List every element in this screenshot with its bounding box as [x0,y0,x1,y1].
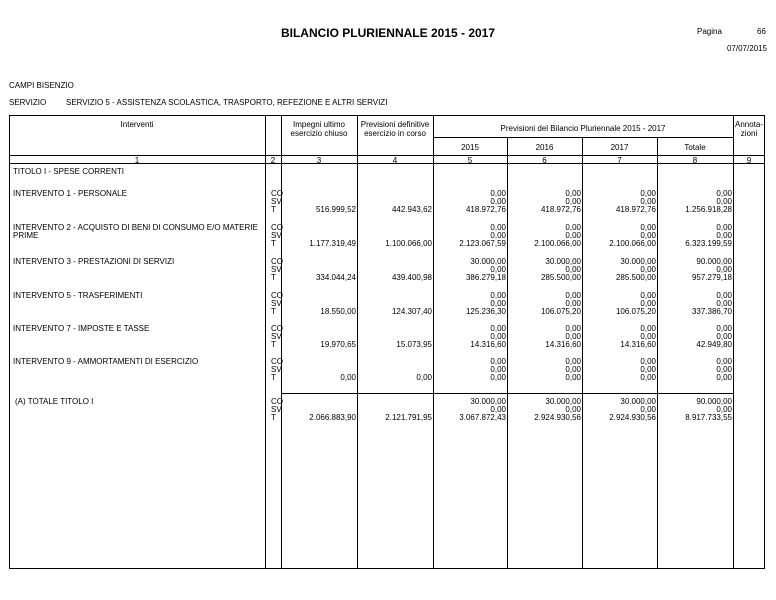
total-label: (A) TOTALE TITOLO I [15,397,94,406]
row-code: CO [271,357,283,366]
grid-line [733,115,734,569]
servizio-value: SERVIZIO 5 - ASSISTENZA SCOLASTICA, TRASPORTO, REFEZIONE E ALTRI SERVIZI [66,98,388,107]
amount-cell: 30.000,00 [620,257,656,266]
amount-cell: 0,00 [490,291,506,300]
row-code: SV [271,365,282,374]
servizio-label: SERVIZIO [9,98,47,107]
row-code: T [271,340,276,349]
amount-cell: 14.316,60 [545,340,581,349]
row-code: CO [271,324,283,333]
row-code: T [271,205,276,214]
col-header-annotazioni: Annota-zioni [734,120,764,138]
amount-cell: 2.123.067,59 [459,239,506,248]
amount-cell: 6.323.199,59 [685,239,732,248]
amount-cell: 0,00 [640,197,656,206]
amount-cell: 0,00 [716,299,732,308]
previsioni-cell: 0,00 [416,373,432,382]
amount-cell: 90.000,00 [696,257,732,266]
amount-cell: 0,00 [490,265,506,274]
amount-cell: 14.316,60 [470,340,506,349]
row-code: CO [271,291,283,300]
amount-cell: 0,00 [640,324,656,333]
intervento-label: INTERVENTO 3 - PRESTAZIONI DI SERVIZI [13,257,175,266]
row-code: SV [271,231,282,240]
amount-cell: 0,00 [640,332,656,341]
amount-cell: 0,00 [565,324,581,333]
amount-cell: 0,00 [640,291,656,300]
amount-cell: 0,00 [490,324,506,333]
amount-cell: 0,00 [716,197,732,206]
amount-cell: 418.972,76 [615,205,656,214]
intervento-label: INTERVENTO 2 - ACQUISTO DI BENI DI CONSUMO E/O MATERIE PRIME [13,223,258,240]
amount-cell: 285.500,00 [615,273,656,282]
row-code: CO [271,257,283,266]
amount-cell: 0,00 [716,332,732,341]
amount-cell: 0,00 [490,373,506,382]
amount-cell: 0,00 [565,291,581,300]
amount-cell: 106.075,20 [615,307,656,316]
amount-cell: 0,00 [565,332,581,341]
amount-cell: 0,00 [716,189,732,198]
col-header-interventi: Interventi [120,120,154,129]
previsioni-cell: 15.073,95 [396,340,432,349]
amount-cell: 285.500,00 [540,273,581,282]
row-code: SV [271,332,282,341]
row-code: SV [271,299,282,308]
row-code: T [271,373,276,382]
amount-cell: 0,00 [640,265,656,274]
amount-cell: 0,00 [640,223,656,232]
amount-cell: 30.000,00 [545,257,581,266]
amount-cell: 0,00 [565,231,581,240]
impegni-cell: 334.044,24 [315,273,356,282]
amount-cell: 0,00 [565,265,581,274]
amount-cell: 0,00 [640,299,656,308]
col-number: 3 [316,156,322,165]
col-header-year: 2017 [610,143,629,152]
amount-cell: 0,00 [640,357,656,366]
col-number: 7 [617,156,622,165]
intervento-label: INTERVENTO 1 - PERSONALE [13,189,127,198]
amount-cell: 0,00 [716,357,732,366]
amount-cell: 0,00 [640,373,656,382]
row-code: T [271,273,276,282]
amount-cell: 14.316,60 [620,340,656,349]
amount-cell: 0,00 [490,197,506,206]
col-number: 9 [746,156,752,165]
amount-cell: 0,00 [565,357,581,366]
col-header-year: 2015 [461,143,479,152]
amount-cell: 0,00 [490,189,506,198]
impegni-cell: 516.999,52 [315,205,356,214]
col-header-previsioni: Previsioni definitive esercizio in corso [360,120,430,138]
amount-cell: 8.917.733,55 [685,413,732,422]
row-code: T [271,239,276,248]
amount-cell: 0,00 [640,231,656,240]
impegni-cell: 2.066.883,90 [309,413,356,422]
amount-cell: 0,00 [490,223,506,232]
amount-cell: 2.924.930,56 [609,413,656,422]
intervento-label: INTERVENTO 7 - IMPOSTE E TASSE [13,324,150,333]
amount-cell: 418.972,76 [465,205,506,214]
amount-cell: 2.100.066,00 [534,239,581,248]
col-header-impegni: Impegni ultimo esercizio chiuso [290,120,348,138]
amount-cell: 106.075,20 [540,307,581,316]
row-code: SV [271,197,282,206]
amount-cell: 30.000,00 [545,397,581,406]
amount-cell: 30.000,00 [470,397,506,406]
col-number: 1 [134,156,140,165]
row-code: CO [271,397,283,406]
row-code: T [271,307,276,316]
amount-cell: 125.236,30 [465,307,506,316]
amount-cell: 0,00 [565,223,581,232]
col-header-totale: Totale [684,143,706,152]
impegni-cell: 19.970,65 [320,340,356,349]
amount-cell: 957.279,18 [691,273,732,282]
report-date: 07/07/2015 [726,44,767,53]
impegni-cell: 18.550,00 [320,307,356,316]
amount-cell: 0,00 [490,357,506,366]
amount-cell: 42.949,80 [696,340,732,349]
amount-cell: 0,00 [716,365,732,374]
row-code: CO [271,223,283,232]
col-header-previsioni-group: Previsioni del Bilancio Pluriennale 2015 - 2017 [500,124,666,133]
amount-cell: 337.386,70 [691,307,732,316]
amount-cell: 0,00 [490,332,506,341]
amount-cell: 30.000,00 [470,257,506,266]
amount-cell: 0,00 [640,365,656,374]
total-separator [281,393,733,394]
grid-line [265,115,266,569]
amount-cell: 0,00 [716,373,732,382]
ente-name: CAMPI BISENZIO [9,81,74,90]
previsioni-cell: 439.400,98 [391,273,432,282]
amount-cell: 3.067.872,43 [459,413,506,422]
col-number: 8 [692,156,698,165]
amount-cell: 0,00 [565,197,581,206]
intervento-label: INTERVENTO 9 - AMMORTAMENTI DI ESERCIZIO [13,357,199,366]
row-code: CO [271,189,283,198]
row-code: T [271,413,276,422]
amount-cell: 0,00 [716,405,732,414]
amount-cell: 0,00 [640,189,656,198]
amount-cell: 1.256.918,28 [685,205,732,214]
previsioni-cell: 2.121.791,95 [385,413,432,422]
report-title: BILANCIO PLURIENNALE 2015 - 2017 [280,26,496,40]
amount-cell: 0,00 [490,299,506,308]
amount-cell: 0,00 [565,365,581,374]
amount-cell: 0,00 [565,299,581,308]
page-number: 66 [757,27,766,36]
amount-cell: 0,00 [565,373,581,382]
impegni-cell: 1.177.319,49 [309,239,356,248]
col-number: 6 [542,156,547,165]
col-number: 2 [270,156,276,165]
amount-cell: 418.972,76 [540,205,581,214]
amount-cell: 0,00 [640,405,656,414]
amount-cell: 0,00 [716,223,732,232]
row-code: SV [271,265,282,274]
amount-cell: 30.000,00 [620,397,656,406]
amount-cell: 0,00 [716,291,732,300]
impegni-cell: 0,00 [340,373,356,382]
row-code: SV [271,405,282,414]
amount-cell: 0,00 [565,189,581,198]
amount-cell: 90.000,00 [696,397,732,406]
amount-cell: 0,00 [565,405,581,414]
amount-cell: 2.100.066,00 [609,239,656,248]
previsioni-cell: 1.100.066,00 [385,239,432,248]
amount-cell: 0,00 [716,231,732,240]
intervento-label: INTERVENTO 5 - TRASFERIMENTI [13,291,143,300]
amount-cell: 2.924.930,56 [534,413,581,422]
page-label: Pagina [697,27,722,36]
previsioni-cell: 124.307,40 [391,307,432,316]
previsioni-cell: 442.943,62 [391,205,432,214]
amount-cell: 0,00 [490,365,506,374]
grid-line [433,137,733,138]
amount-cell: 386.279,18 [465,273,506,282]
amount-cell: 0,00 [716,265,732,274]
amount-cell: 0,00 [490,405,506,414]
col-number: 5 [467,156,473,165]
titolo-label: TITOLO I - SPESE CORRENTI [13,167,124,176]
col-number: 4 [392,156,398,165]
amount-cell: 0,00 [716,324,732,333]
col-header-year: 2016 [535,143,554,152]
amount-cell: 0,00 [490,231,506,240]
